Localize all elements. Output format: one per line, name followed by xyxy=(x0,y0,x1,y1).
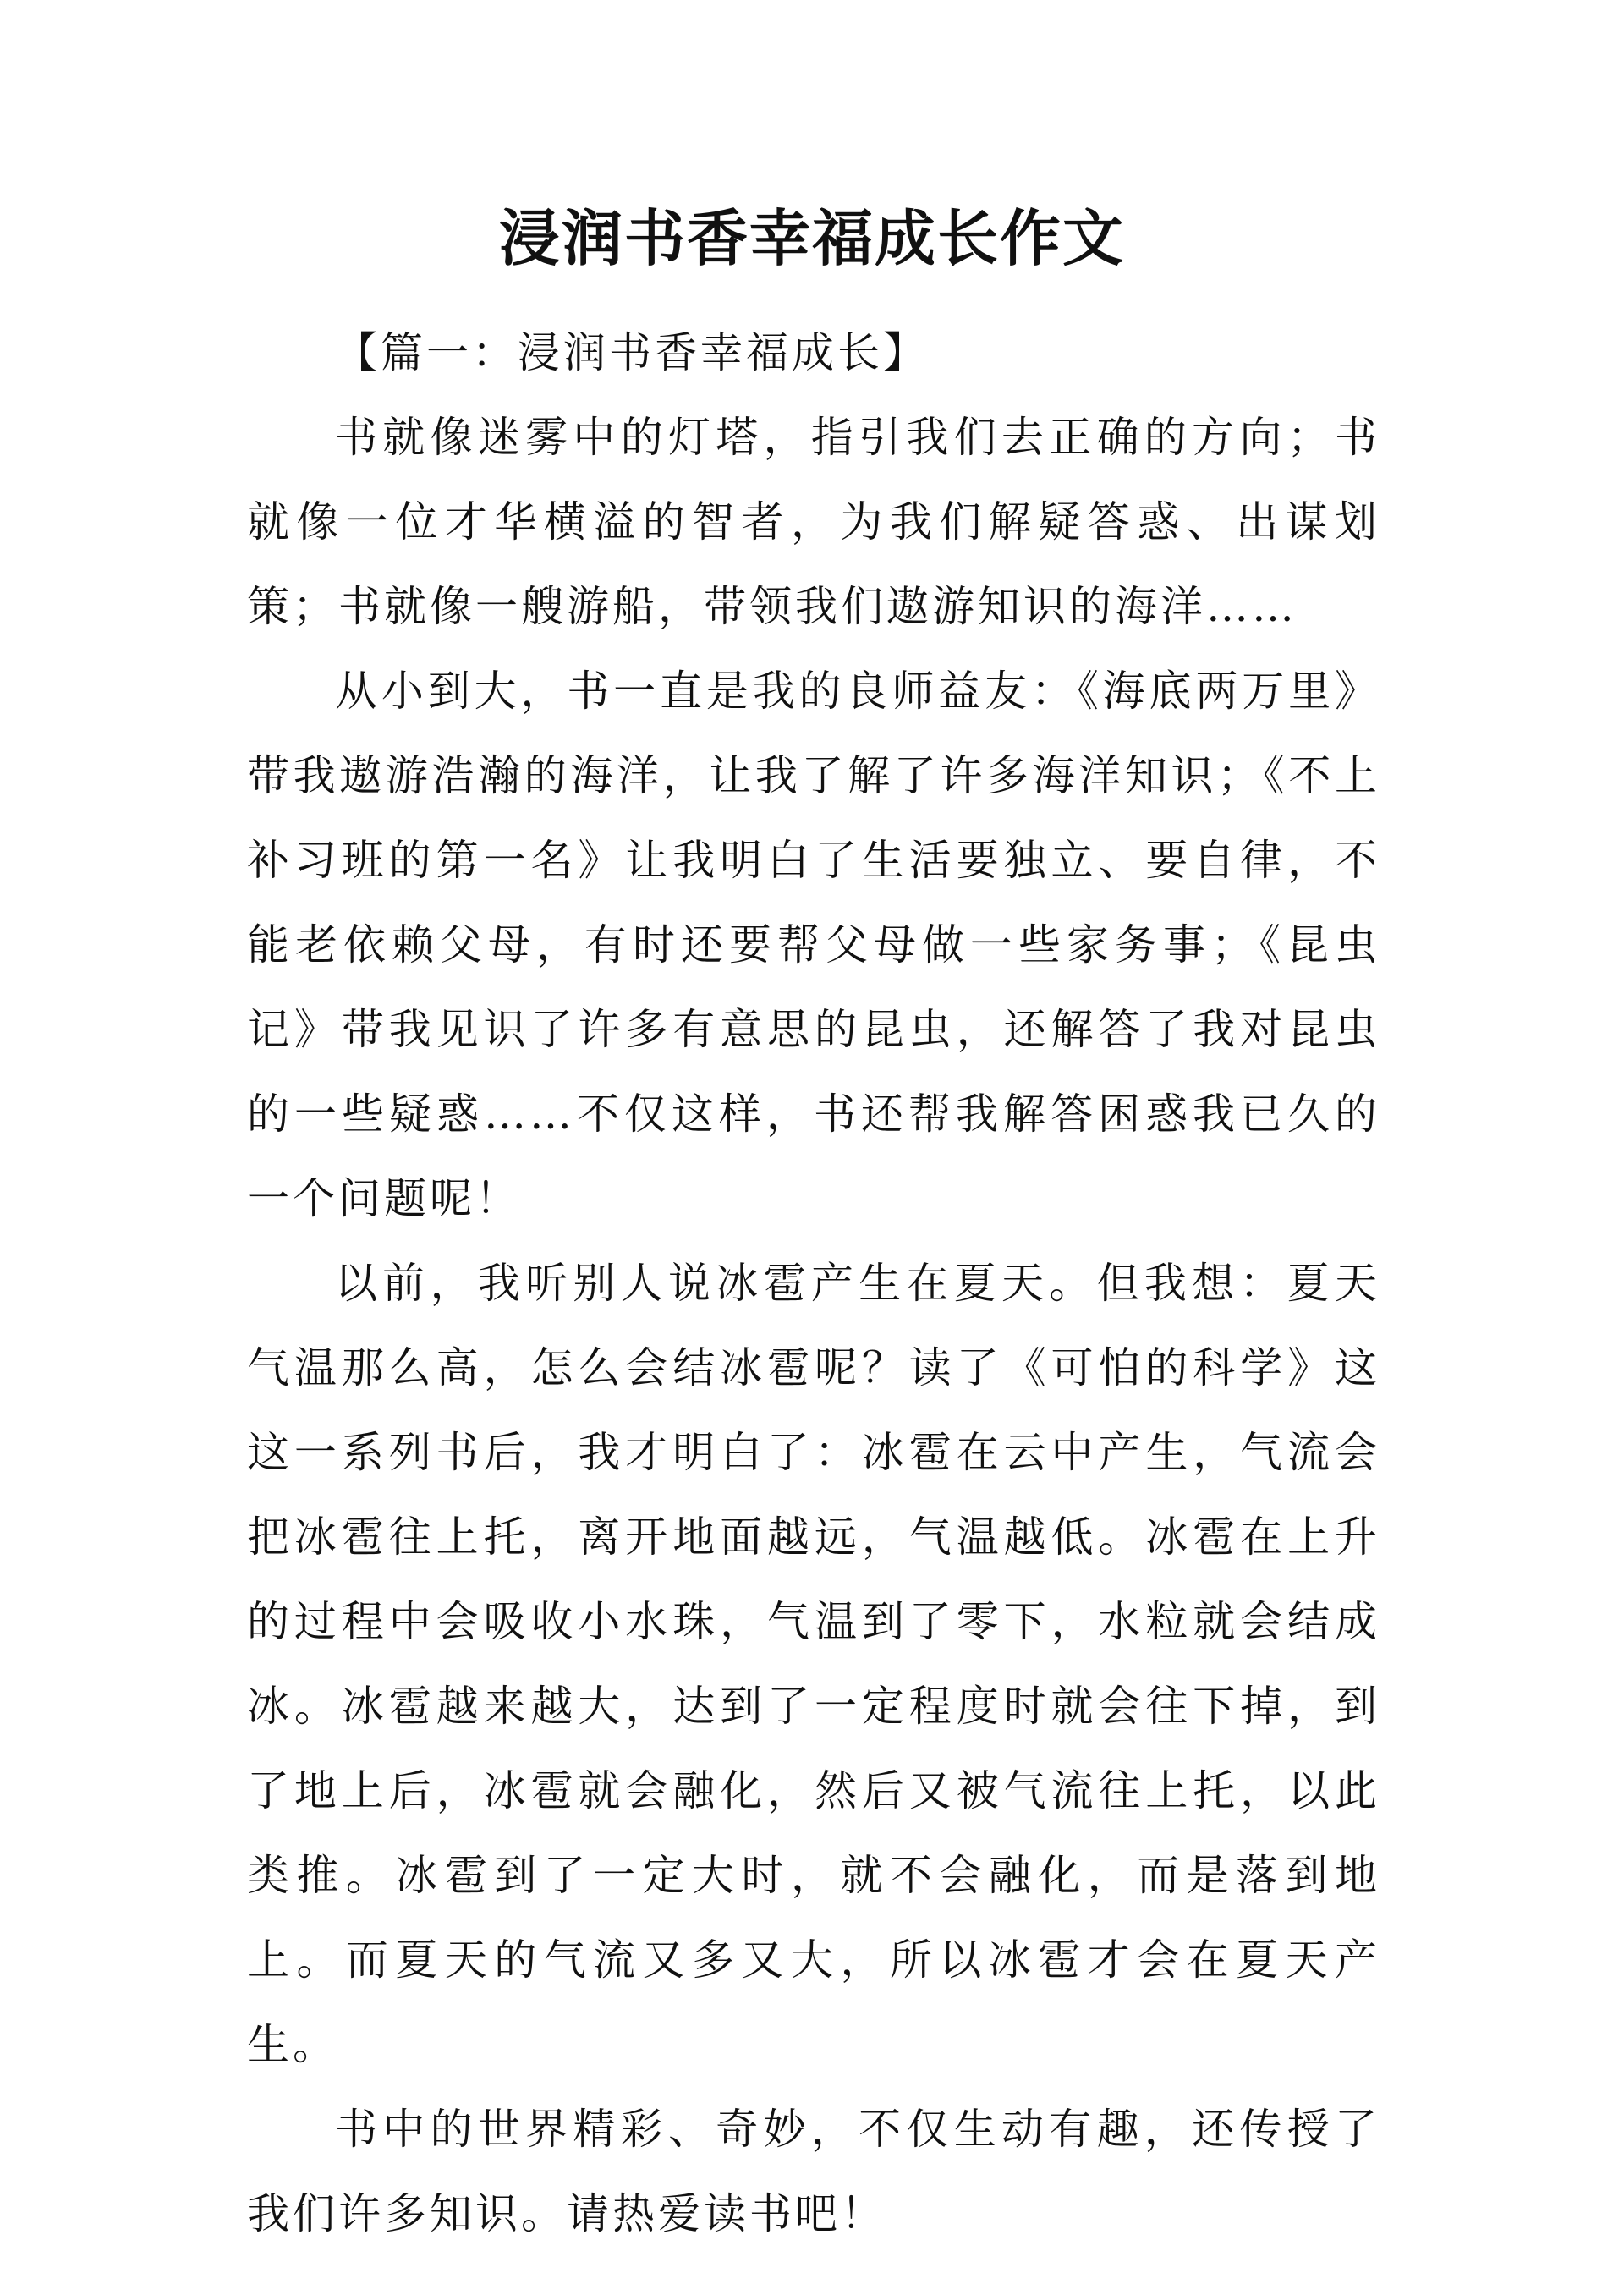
document-title: 浸润书香幸福成长作文 xyxy=(498,203,1125,274)
paragraph: 从小到大，书一直是我的良师益友：《海底两万里》带我遨游浩瀚的海洋，让我了解了许多海洋知识；《不上补习班的第一名》让我明白了生活要独立、要自律，不能老依赖父母，有时还要帮父母做一些家务事；《昆虫记》带我见识了许多有意思的昆虫，还解答了我对昆虫的一些疑惑……不仅这样，书还帮我解答困惑我已久的一个问题呢！ xyxy=(247,667,1380,1223)
section-heading: 【篇一：浸润书香幸福成长】 xyxy=(335,328,929,377)
paragraph: 书中的世界精彩、奇妙，不仅生动有趣，还传授了我们许多知识。请热爱读书吧！ xyxy=(247,2105,1380,2238)
paragraph: 书就像迷雾中的灯塔，指引我们去正确的方向；书就像一位才华横溢的智者，为我们解疑答惑、出谋划策；书就像一艘游船，带领我们遨游知识的海洋…… xyxy=(247,413,1380,631)
document-body xyxy=(247,310,1380,2256)
paragraph: 以前，我听别人说冰雹产生在夏天。但我想：夏天气温那么高，怎么会结冰雹呢？读了《可怕的科学》这这一系列书后，我才明白了：冰雹在云中产生，气流会把冰雹往上托，离开地面越远，气温越低。冰雹在上升的过程中会吸收小水珠，气温到了零下，水粒就会结成冰。冰雹越来越大，达到了一定程度时就会往下掉，到了地上后，冰雹就会融化，然后又被气流往上托，以此类推。冰雹到了一定大时，就不会融化，而是落到地上。而夏天的气流又多又大，所以冰雹才会在夏天产生。 xyxy=(247,1259,1380,2069)
